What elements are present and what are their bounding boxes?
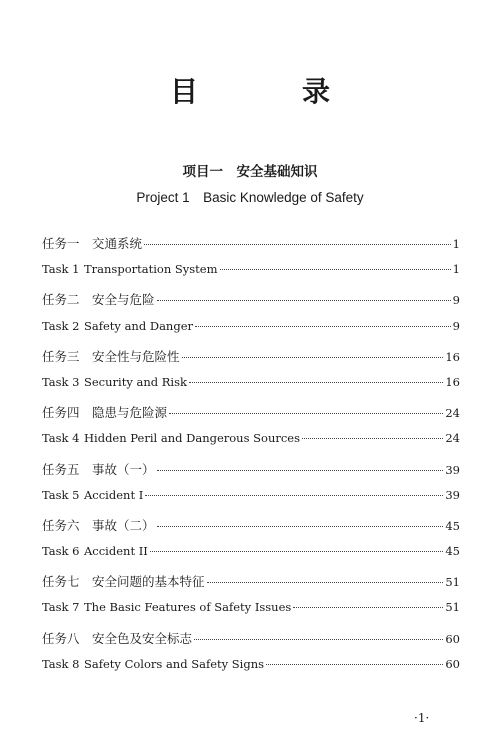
toc-entry-title: 安全色及安全标志: [92, 630, 193, 646]
toc-entry-title: Safety and Danger: [84, 318, 193, 333]
toc-entry-title: 隐患与危险源: [92, 405, 168, 421]
dot-leader: [150, 551, 444, 552]
toc-entry-page: 39: [445, 487, 460, 502]
toc-entry-page: 45: [445, 544, 460, 559]
toc-entry-page: 60: [445, 631, 460, 646]
toc-entry-page: 1: [452, 237, 460, 251]
toc-entry-label: 任务八: [42, 630, 80, 646]
toc-entry[interactable]: [42, 572, 460, 600]
project-heading-cn: 项目一 安全基础知识: [182, 164, 318, 180]
toc-entry-page: 16: [445, 374, 460, 389]
toc-entry-title: Accident I: [84, 487, 144, 502]
toc-entry-label: 任务二: [42, 292, 80, 308]
toc-entry-title: Security and Risk: [84, 374, 187, 389]
toc-entry-label: Task 3: [42, 374, 80, 389]
toc-entry-page: 9: [452, 293, 460, 308]
toc-entry-label: Task 4: [42, 431, 80, 446]
dot-leader: [302, 438, 443, 439]
dot-leader: [144, 244, 451, 245]
toc-entry[interactable]: [42, 347, 460, 375]
toc-entry-page: 51: [445, 575, 460, 590]
project-heading-en: Project 1 Basic Knowledge of Safety: [136, 190, 364, 205]
dot-leader: [266, 664, 443, 665]
toc-entry[interactable]: [42, 516, 460, 544]
table-of-contents: [42, 234, 460, 685]
toc-entry[interactable]: [42, 319, 460, 347]
toc-entry[interactable]: [42, 262, 460, 290]
toc-entry[interactable]: [42, 290, 460, 318]
toc-entry-title: The Basic Features of Safety Issues: [84, 600, 292, 615]
toc-entry-label: Task 8: [42, 656, 80, 671]
toc-entry[interactable]: [42, 657, 460, 685]
dot-leader: [157, 300, 451, 301]
dot-leader: [157, 470, 444, 471]
toc-entry-page: 9: [452, 318, 460, 333]
page-title: 目 录: [169, 75, 368, 108]
dot-leader: [293, 607, 443, 608]
toc-entry-page: 1: [452, 262, 460, 277]
toc-entry[interactable]: [42, 629, 460, 657]
dot-leader: [207, 582, 444, 583]
toc-entry-title: Safety Colors and Safety Signs: [84, 656, 265, 671]
toc-entry-title: 交通系统: [92, 236, 143, 251]
toc-entry-label: 任务三: [42, 348, 80, 364]
toc-entry-title: Hidden Peril and Dangerous Sources: [84, 431, 301, 446]
toc-entry[interactable]: [42, 234, 460, 262]
toc-entry-label: 任务五: [42, 461, 80, 477]
toc-entry-title: Accident II: [84, 544, 148, 559]
toc-entry-label: 任务六: [42, 517, 80, 533]
toc-entry-label: Task 6: [42, 544, 80, 559]
toc-entry-label: Task 5: [42, 487, 80, 502]
toc-entry-page: 39: [445, 462, 460, 477]
toc-entry-page: 51: [445, 600, 460, 615]
toc-entry-label: 任务四: [42, 405, 80, 421]
page-number: ·1·: [414, 711, 430, 725]
dot-leader: [195, 326, 451, 327]
toc-entry[interactable]: [42, 431, 460, 459]
toc-entry[interactable]: [42, 375, 460, 403]
toc-entry[interactable]: [42, 488, 460, 516]
toc-entry-label: 任务一: [42, 236, 80, 251]
toc-entry-title: 安全与危险: [92, 292, 155, 308]
dot-leader: [220, 269, 451, 270]
toc-entry-label: 任务七: [42, 574, 80, 590]
toc-entry-page: 60: [445, 656, 460, 671]
dot-leader: [189, 382, 443, 383]
toc-entry-title: 安全问题的基本特征: [92, 574, 205, 590]
toc-entry-label: Task 1: [42, 262, 80, 277]
toc-entry-title: 事故（一）: [92, 461, 155, 477]
toc-entry[interactable]: [42, 600, 460, 628]
toc-entry-label: Task 2: [42, 318, 80, 333]
toc-entry-page: 45: [445, 518, 460, 533]
toc-entry-title: 安全性与危险性: [92, 348, 180, 364]
dot-leader: [145, 495, 443, 496]
dot-leader: [194, 639, 443, 640]
toc-entry[interactable]: [42, 403, 460, 431]
toc-entry[interactable]: [42, 544, 460, 572]
toc-entry-title: 事故（二）: [92, 517, 155, 533]
dot-leader: [182, 357, 444, 358]
toc-entry[interactable]: [42, 460, 460, 488]
dot-leader: [169, 413, 443, 414]
toc-entry-label: Task 7: [42, 600, 80, 615]
toc-entry-page: 16: [445, 349, 460, 364]
toc-entry-page: 24: [445, 406, 460, 421]
dot-leader: [157, 526, 444, 527]
toc-entry-page: 24: [445, 431, 460, 446]
toc-entry-title: Transportation System: [84, 262, 218, 277]
